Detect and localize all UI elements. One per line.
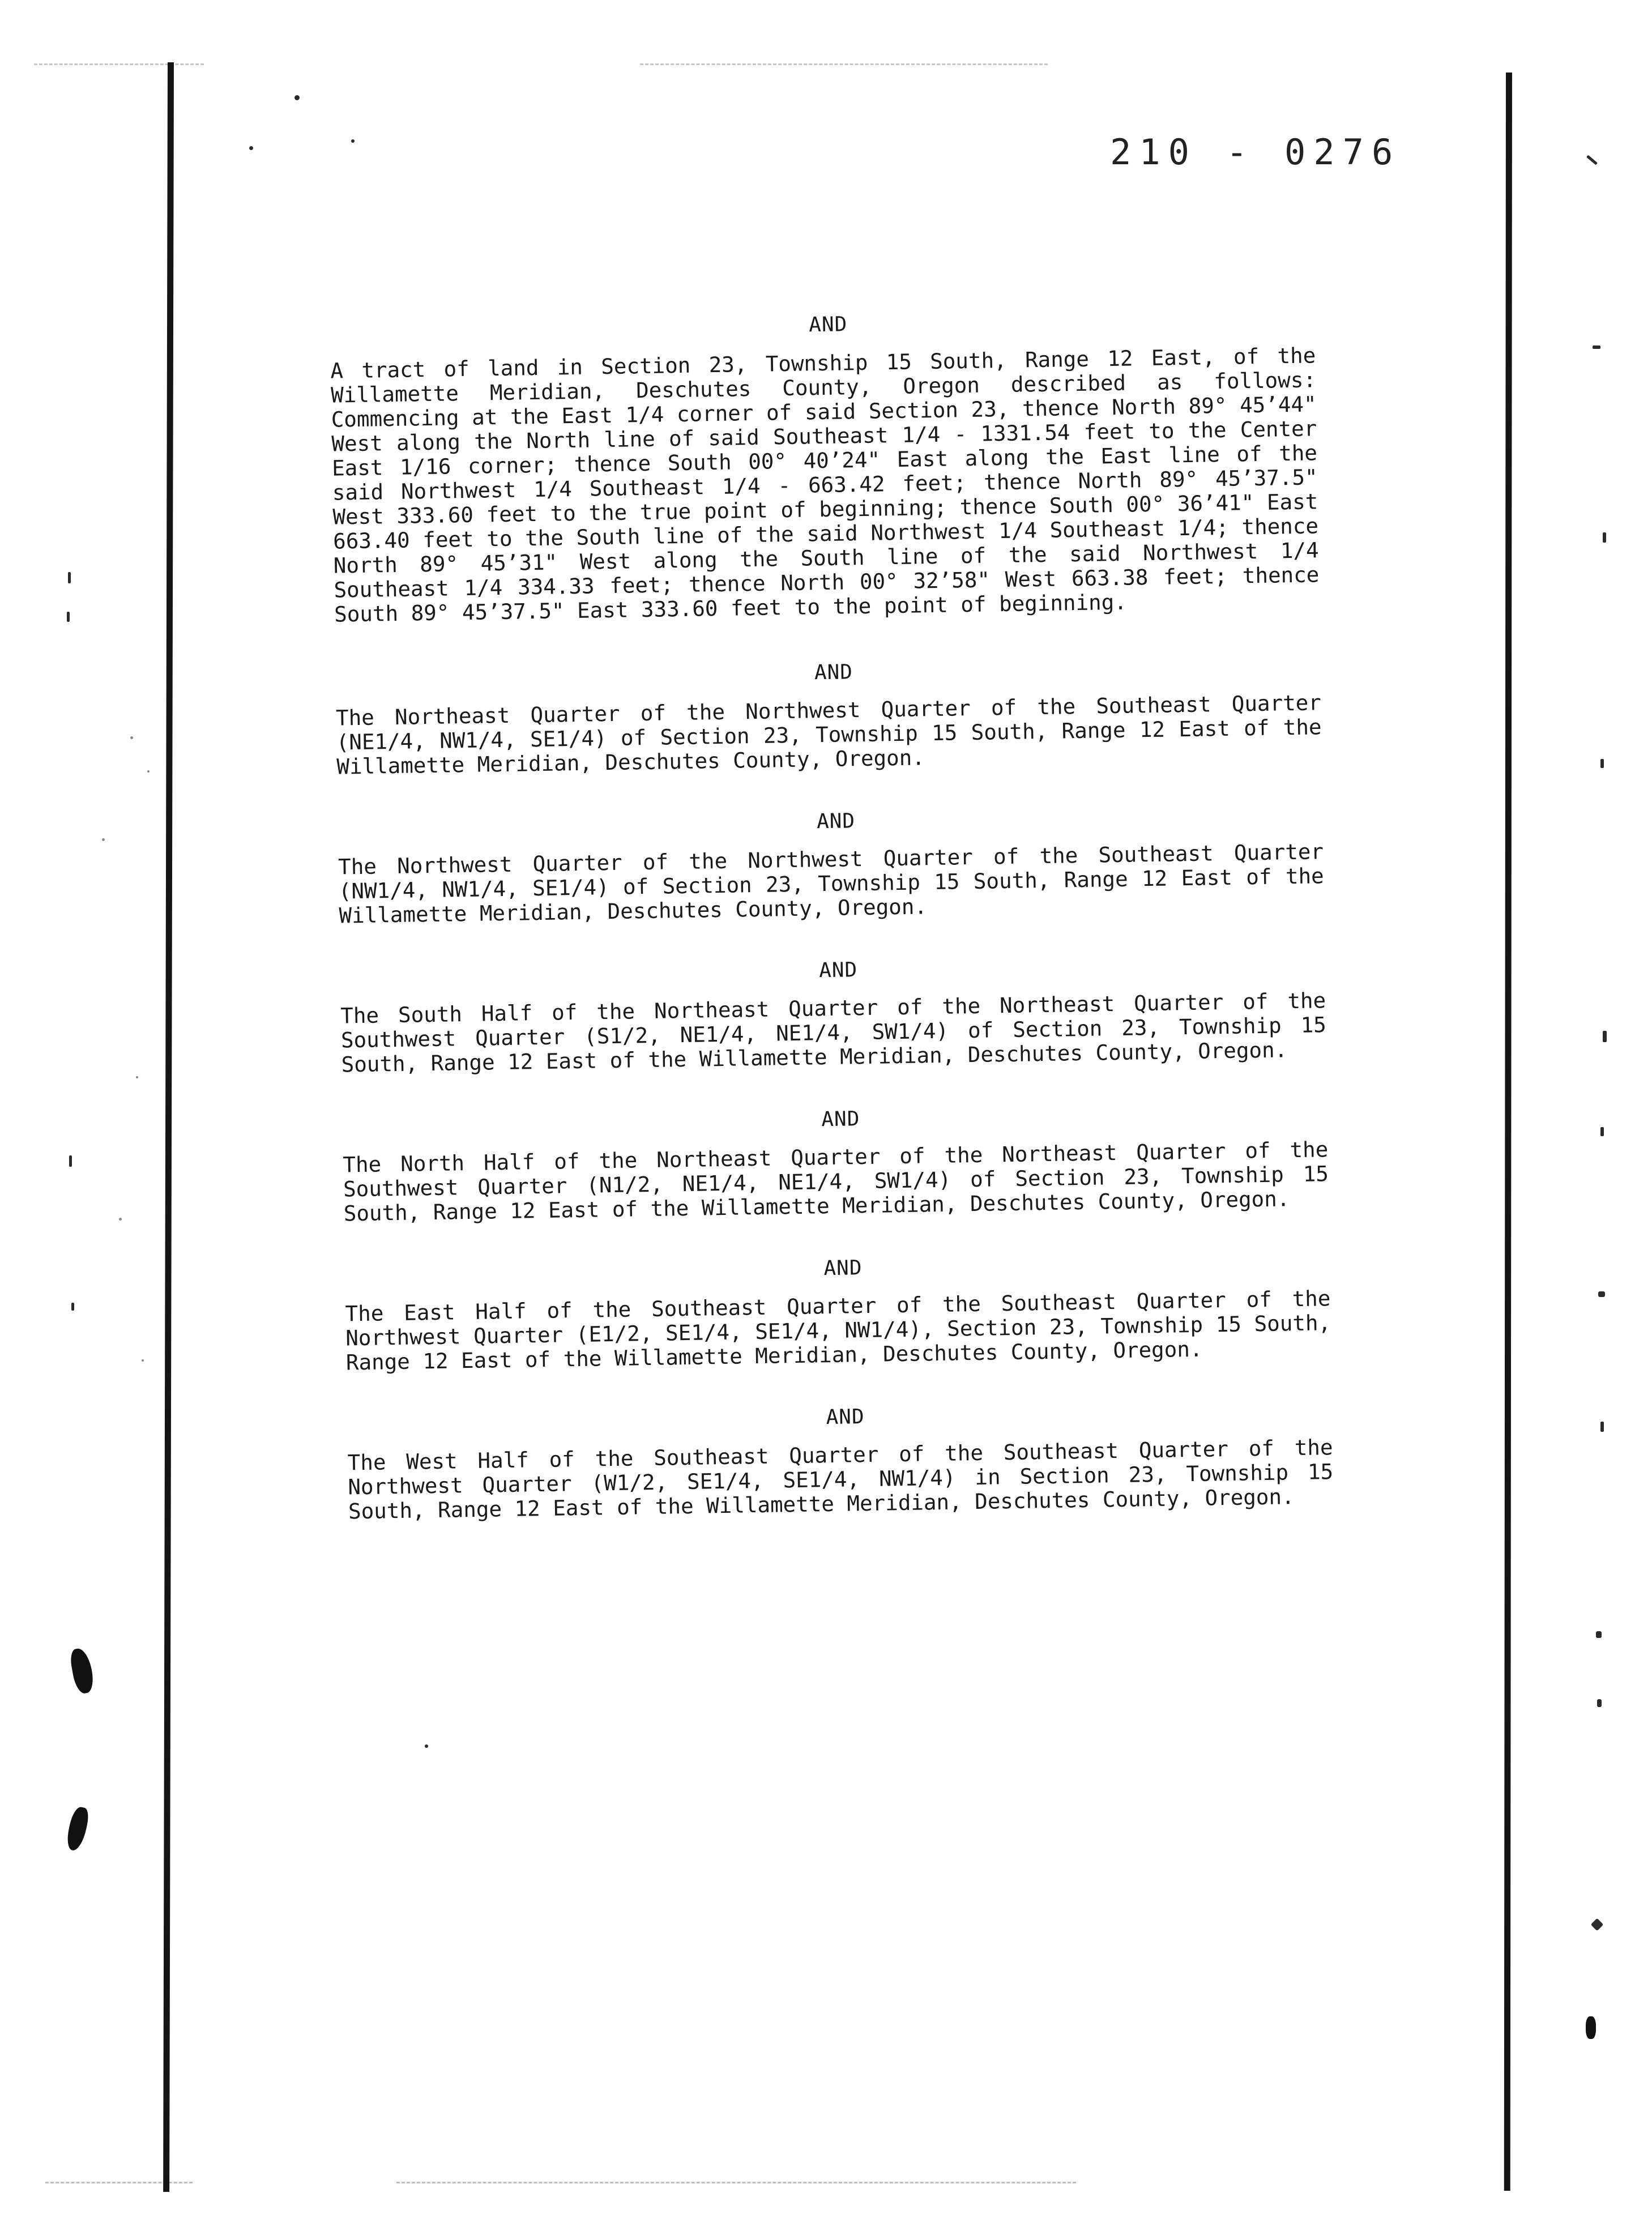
parcel-description: The North Half of the Northeast Quarter of the Northeast Quarter of the Southwest Quarter (N1/2, NE1/4, NE1/4, SW1/4) of Section 23, Township 15 South, Range 12 East of the Willamette Meridian, Deschutes County, Oregon. xyxy=(343,1137,1329,1226)
scan-speck xyxy=(136,1076,138,1078)
scan-speck xyxy=(1600,1127,1604,1136)
recording-page-number: 210 - 0276 xyxy=(1110,131,1401,173)
scan-speck xyxy=(1600,1422,1604,1432)
scan-speck xyxy=(147,770,150,773)
scan-speck xyxy=(68,572,71,583)
scan-speck xyxy=(69,1155,72,1167)
scan-speck xyxy=(1597,1699,1602,1707)
scan-speck xyxy=(1591,1918,1604,1931)
left-margin-rule xyxy=(163,62,174,2192)
scan-speck xyxy=(294,95,300,100)
scan-speck xyxy=(67,612,70,622)
scan-blot xyxy=(69,1647,95,1695)
scan-blot xyxy=(65,1806,91,1853)
scan-speck xyxy=(1586,155,1598,165)
and-separator: AND xyxy=(816,809,856,834)
scan-speck xyxy=(142,1359,144,1362)
scan-speck xyxy=(1596,1631,1602,1638)
scan-speck xyxy=(1603,532,1606,543)
scan-speck xyxy=(249,146,253,150)
scan-speck xyxy=(71,1303,74,1311)
and-separator: AND xyxy=(818,958,858,983)
parcel-description: The South Half of the Northeast Quarter of the Northeast Quarter of the Southwest Quarter (S1/2, NE1/4, NE1/4, SW1/4) of Section 23, Township 15 South, Range 12 East of the Willamette Meridian, Deschutes County, Oregon. xyxy=(340,988,1327,1077)
parcel-description: The East Half of the Southeast Quarter of the Southeast Quarter of the Northwest Quarter (E1/2, SE1/4, SE1/4, NW1/4), Section 23, Township 15 South, Range 12 East of the Willamette Meridian, Deschutes County, Oregon. xyxy=(345,1286,1331,1375)
right-margin-rule xyxy=(1504,72,1512,2191)
scan-speck xyxy=(1600,759,1604,768)
scan-edge-artifact xyxy=(396,2182,1076,2187)
and-separator: AND xyxy=(823,1256,863,1281)
parcel-description: The Northwest Quarter of the Northwest Quarter of the Southeast Quarter (NW1/4, NW1/4, SE1/4) of Section 23, Township 15 South, Range 12 East of the Willamette Meridian, Deschutes County, Oregon. xyxy=(338,839,1324,928)
parcel-description: The West Half of the Southeast Quarter of the Southeast Quarter of the Northwest Quarter (W1/2, SE1/4, SE1/4, NW1/4) in Section 23, Township 15 South, Range 12 East of the Willamette Meridian, Deschutes County, Oregon. xyxy=(347,1435,1334,1524)
and-separator: AND xyxy=(821,1107,860,1132)
scan-speck xyxy=(130,736,133,739)
tract-description: A tract of land in Section 23, Township 15 South, Range 12 East, of the Willamette Meridian, Deschutes County, Oregon described as follows: Commencing at the East 1/4 corner of said Section 23, thence North 89° 45’44" West along the North line of said Southeast 1/4 - 1331.54 feet to the Center East 1/16 corner; thence South 00° 40’24" East along the East line of the said Northwest 1/4 Southeast 1/4 - 663.42 feet; thence North 89° 45’37.5" West 333.60 feet to the true point of beginning; thence South 00° 36’41" East 663.40 feet to the South line of the said Northwest 1/4 Southeast 1/4; thence North 89° 45’31" West along the South line of the said Northwest 1/4 Southeast 1/4 334.33 feet; thence North 00° 32’58" West 663.38 feet; thence South 89° 45’37.5" East 333.60 feet to the point of beginning. xyxy=(330,343,1320,627)
parcel-description: The Northeast Quarter of the Northwest Quarter of the Southeast Quarter (NE1/4, NW1/4, SE1/4) of Section 23, Township 15 South, Range 12 East of the Willamette Meridian, Deschutes County, Oregon. xyxy=(335,690,1322,779)
and-separator: AND xyxy=(814,660,853,685)
scan-speck xyxy=(425,1744,428,1748)
and-separator: AND xyxy=(808,313,848,337)
scan-speck xyxy=(351,139,355,143)
scan-blot xyxy=(1586,2016,1596,2039)
scan-speck xyxy=(119,1218,122,1221)
scan-edge-artifact xyxy=(45,2182,193,2187)
scan-speck xyxy=(1598,1291,1605,1297)
scan-speck xyxy=(1593,345,1600,349)
scan-edge-artifact xyxy=(640,63,1048,69)
scan-speck xyxy=(1603,1031,1607,1042)
and-separator: AND xyxy=(826,1405,865,1430)
scan-edge-artifact xyxy=(34,63,204,69)
scan-speck xyxy=(102,838,105,841)
